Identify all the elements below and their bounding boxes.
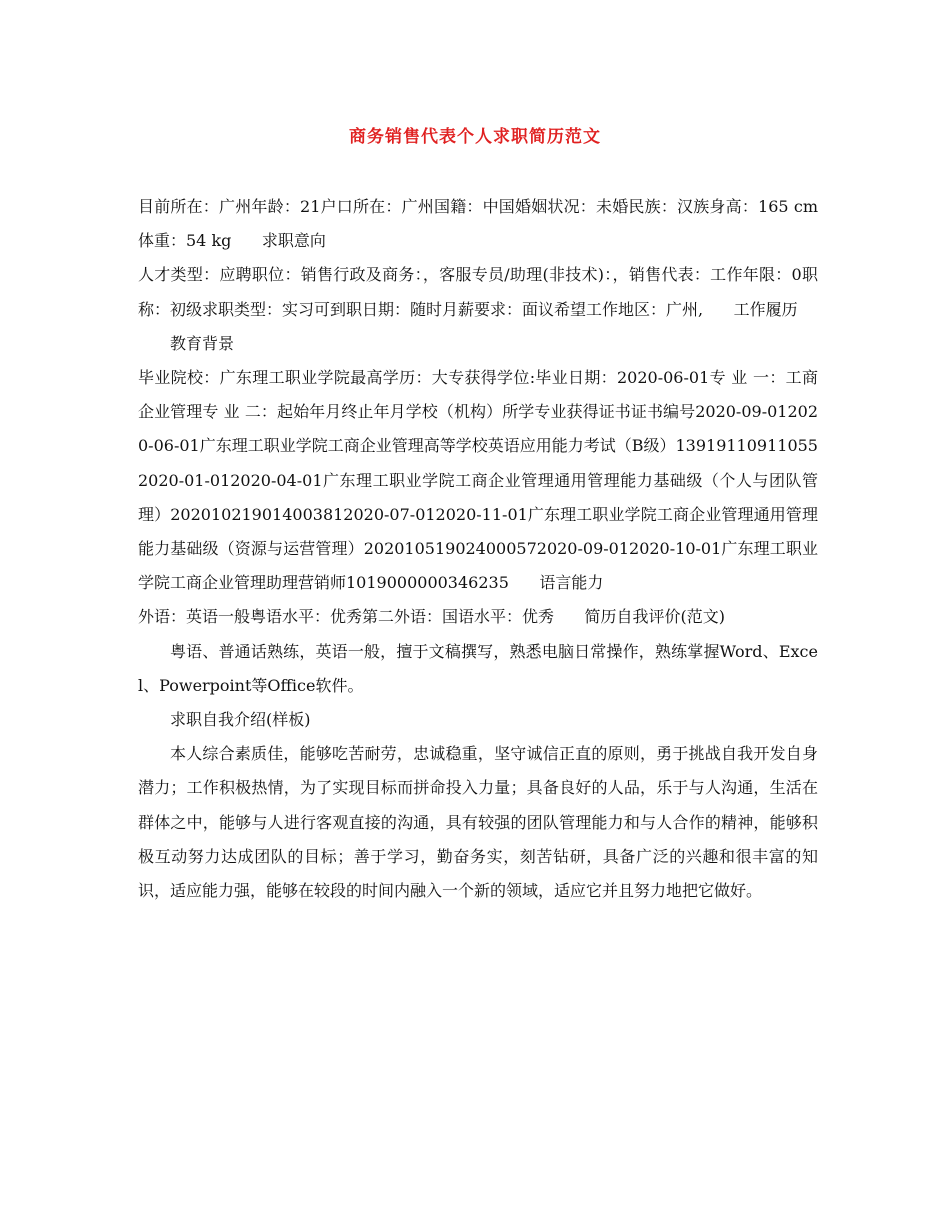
- heading-education: 教育背景: [170, 333, 235, 353]
- paragraph-language: 外语：英语一般粤语水平：优秀第二外语：国语水平：优秀 简历自我评价(范文): [138, 607, 726, 627]
- heading-self-introduction: 求职自我介绍(样板): [170, 710, 311, 730]
- paragraph-job-intention: 人才类型：应聘职位：销售行政及商务：，客服专员/助理(非技术)：，销售代表：工作年限：0职称：初级求职类型：实习可到职日期：随时月薪要求：面议希望工作地区：广州, 工作履历: [138, 265, 818, 319]
- paragraph-education: 毕业院校：广东理工职业学院最高学历：大专获得学位:毕业日期：2020-06-01专 业 一：工商企业管理专 业 二：起始年月终止年月学校（机构）所学专业获得证书证书编号2020-09-012020-06-01广东理工职业学院工商企业管理高等学校英语应用能力考试（B级）139191109110552020-01-012020-04-01广东理工职业学院工商企业管理通用管理能力基础级（个人与团队管理）202010219014003812020-07-012020-11-01广东理工职业学院工商企业管理通用管理能力基础级（资源与运营管理）202010519024000572020-09-012020-10-01广东理工职业学院工商企业管理助理营销师1019000000346235 语言能力: [138, 368, 818, 593]
- paragraph-self-introduction: 本人综合素质佳，能够吃苦耐劳，忠诚稳重，坚守诚信正直的原则，勇于挑战自我开发自身潜力；工作积极热情，为了实现目标而拼命投入力量；具备良好的人品，乐于与人沟通，生活在群体之中，能够与人进行客观直接的沟通，具有较强的团队管理能力和与人合作的精神，能够积极互动努力达成团队的目标；善于学习，勤奋务实，刻苦钻研，具备广泛的兴趣和很丰富的知识，适应能力强，能够在较段的时间内融入一个新的领域，适应它并且努力地把它做好。: [138, 744, 818, 901]
- document-title: 商务销售代表个人求职简历范文: [349, 127, 601, 147]
- paragraph-basic-info: 目前所在：广州年龄：21户口所在：广州国籍：中国婚姻状况：未婚民族：汉族身高：165 cm体重：54 kg 求职意向: [138, 197, 818, 251]
- document-body: [138, 190, 818, 908]
- paragraph-self-evaluation: 粤语、普通话熟练，英语一般，擅于文稿撰写，熟悉电脑日常操作，熟练掌握Word、Excel、Powerpoint等Office软件。: [138, 641, 818, 695]
